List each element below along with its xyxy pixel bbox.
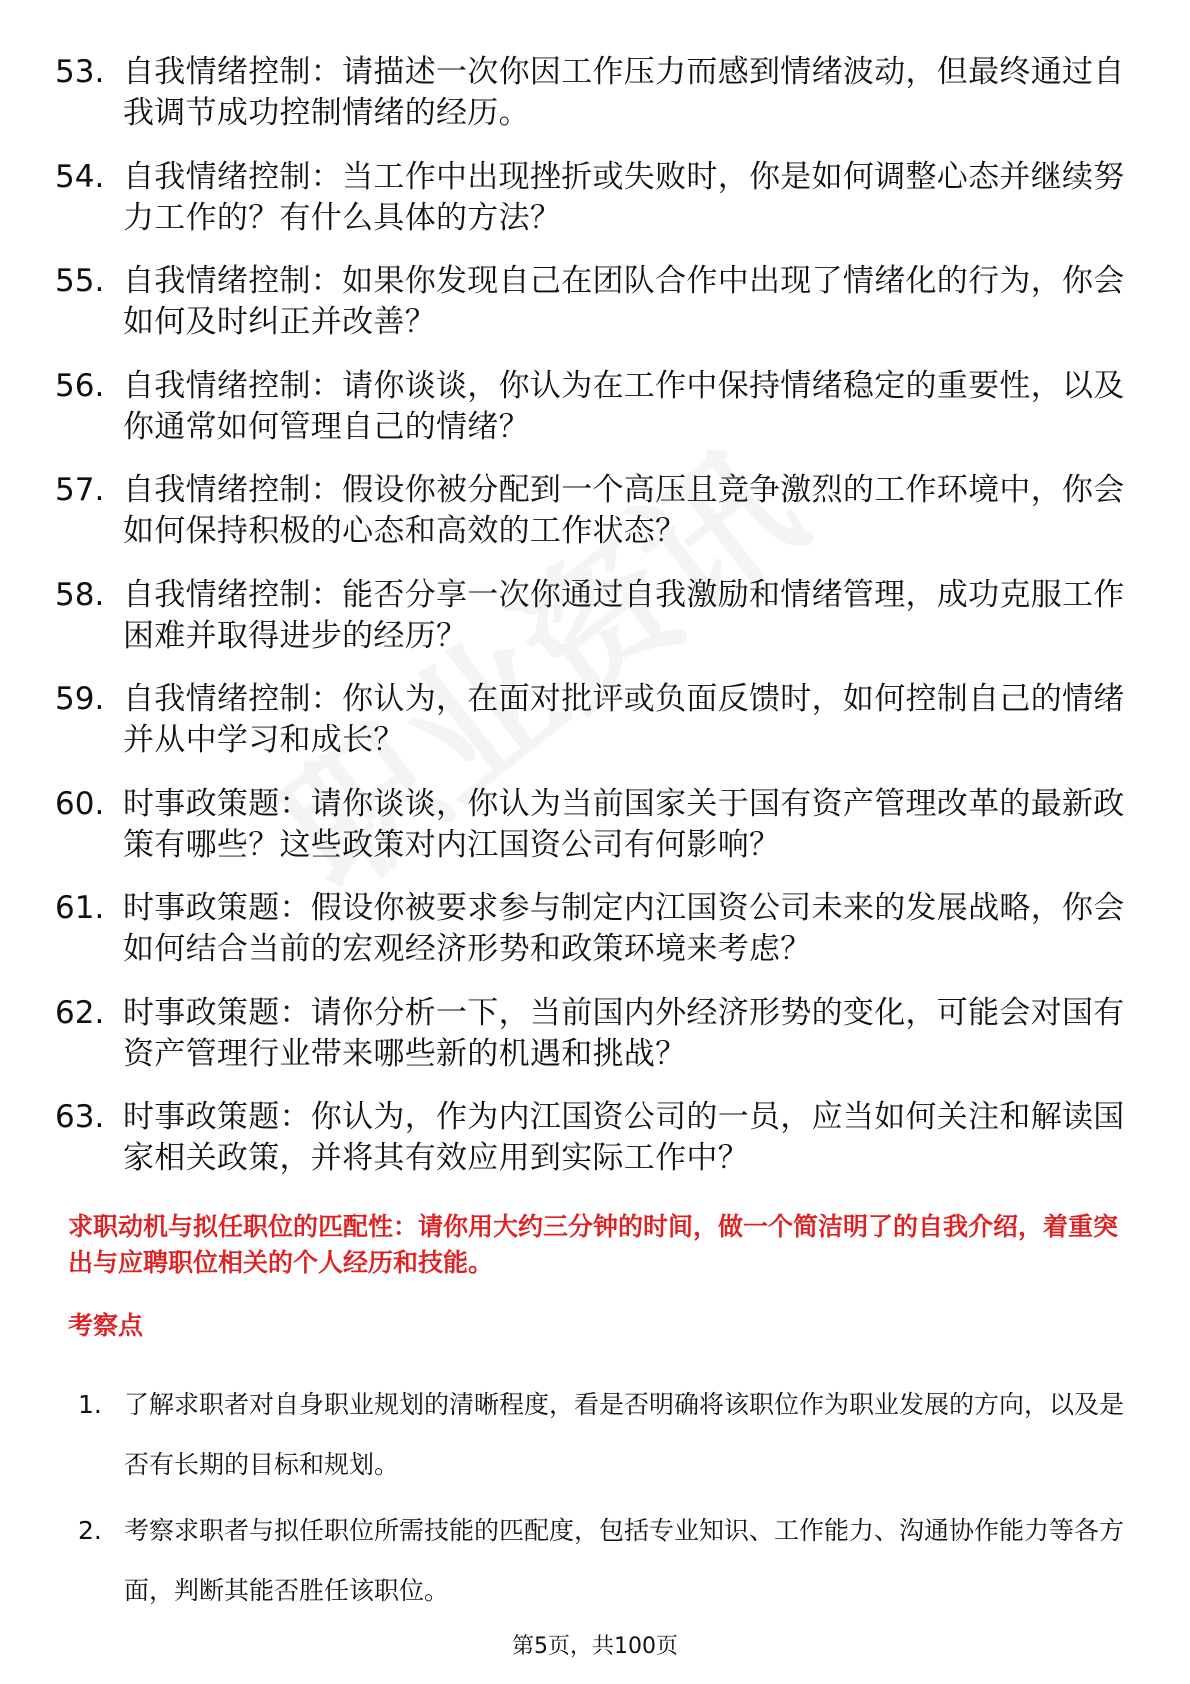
section-heading: 考察点	[68, 1311, 144, 1340]
question-number: 60.	[55, 785, 105, 822]
question-item	[55, 470, 1135, 552]
question-number: 59.	[55, 681, 105, 717]
question-text: 自我情绪控制：当工作中出现挫折或失败时，你是如何调整心态并继续努力工作的？有什么具体的方法？	[123, 158, 1125, 236]
question-text: 自我情绪控制：请你谈谈，你认为在工作中保持情绪稳定的重要性，以及你通常如何管理自己的情绪？	[123, 367, 1125, 445]
question-item	[55, 784, 1135, 866]
question-number: 61.	[55, 890, 105, 926]
assessment-point	[78, 1375, 1133, 1495]
question-number: 57.	[55, 472, 105, 508]
question-number: 63.	[55, 1099, 105, 1135]
question-item	[55, 366, 1135, 448]
highlighted-question: 求职动机与拟任职位的匹配性：请你用大约三分钟的时间，做一个简洁明了的自我介绍，着重突出与应聘职位相关的个人经历和技能。	[68, 1212, 1119, 1277]
assessment-point	[78, 1501, 1133, 1621]
question-text: 自我情绪控制：如果你发现自己在团队合作中出现了情绪化的行为，你会如何及时纠正并改善？	[123, 263, 1125, 340]
question-number: 56.	[55, 367, 105, 404]
question-item	[55, 1097, 1135, 1179]
question-number: 53.	[55, 54, 105, 90]
assessment-points-list	[78, 1375, 1133, 1627]
question-item	[55, 157, 1135, 239]
question-item	[55, 679, 1135, 761]
question-text: 时事政策题：假设你被要求参与制定内江国资公司未来的发展战略，你会如何结合当前的宏观经济形势和政策环境来考虑？	[123, 890, 1125, 967]
question-number: 54.	[55, 158, 105, 195]
question-item	[55, 261, 1135, 343]
question-text: 时事政策题：请你谈谈，你认为当前国家关于国有资产管理改革的最新政策有哪些？这些政策对内江国资公司有何影响？	[123, 785, 1125, 863]
question-item	[55, 52, 1135, 134]
point-text: 了解求职者对自身职业规划的清晰程度，看是否明确将该职位作为职业发展的方向，以及是否有长期的目标和规划。	[124, 1390, 1125, 1479]
question-text: 自我情绪控制：你认为，在面对批评或负面反馈时，如何控制自己的情绪并从中学习和成长？	[123, 681, 1125, 758]
question-number: 55.	[55, 263, 105, 299]
point-number: 2.	[78, 1516, 102, 1545]
question-text: 自我情绪控制：请描述一次你因工作压力而感到情绪波动，但最终通过自我调节成功控制情绪的经历。	[123, 54, 1125, 131]
question-item	[55, 575, 1135, 657]
question-text: 自我情绪控制：假设你被分配到一个高压且竞争激烈的工作环境中，你会如何保持积极的心态和高效的工作状态？	[123, 472, 1125, 549]
question-text: 时事政策题：你认为，作为内江国资公司的一员，应当如何关注和解读国家相关政策，并将其有效应用到实际工作中？	[123, 1099, 1125, 1176]
question-item	[55, 993, 1135, 1075]
question-number: 62.	[55, 994, 105, 1031]
page-footer: 第5页，共100页	[512, 1634, 678, 1659]
point-number: 1.	[78, 1390, 102, 1419]
question-number: 58.	[55, 576, 105, 613]
question-text: 时事政策题：请你分析一下，当前国内外经济形势的变化，可能会对国有资产管理行业带来哪些新的机遇和挑战？	[123, 994, 1125, 1072]
point-text: 考察求职者与拟任职位所需技能的匹配度，包括专业知识、工作能力、沟通协作能力等各方面，判断其能否胜任该职位。	[124, 1516, 1125, 1605]
question-text: 自我情绪控制：能否分享一次你通过自我激励和情绪管理，成功克服工作困难并取得进步的经历？	[123, 576, 1125, 654]
question-item	[55, 888, 1135, 970]
question-list	[55, 52, 1135, 1202]
